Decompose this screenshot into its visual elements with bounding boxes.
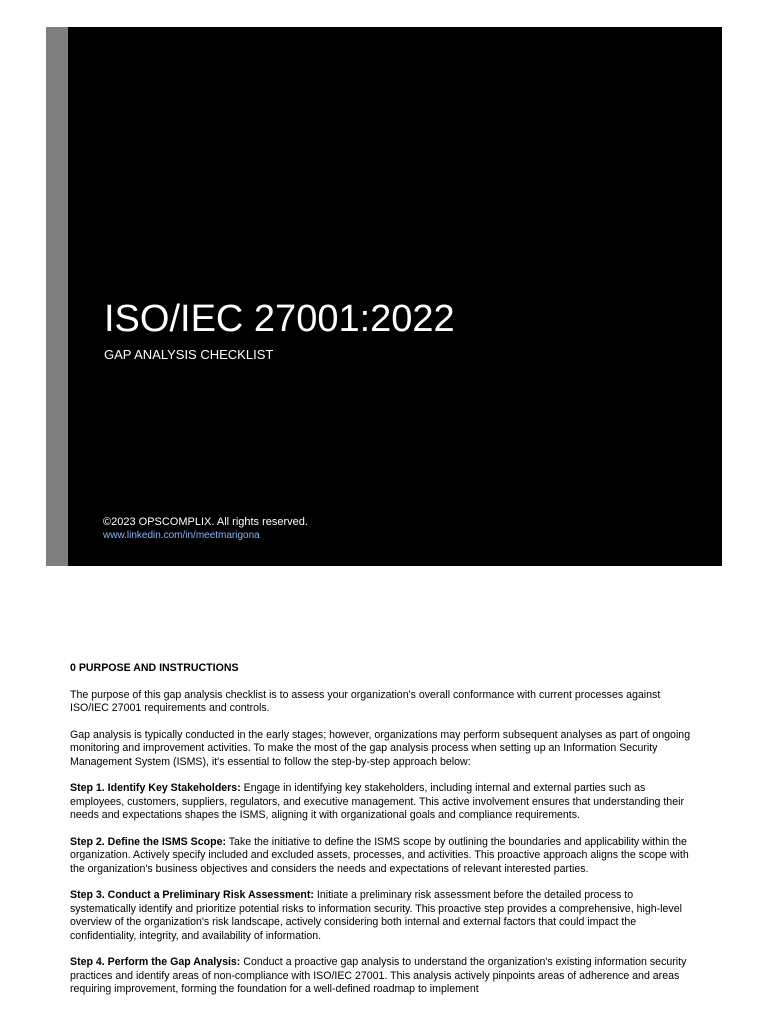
gap-analysis-paragraph: Gap analysis is typically conducted in the early stages; however, organizations may perform subsequent analyses as part of ongoing monitoring and improvement activities. To make the most of the gap analysis process when setting up an Information Security Management System (ISMS), it's essential to follow the step-by-step approach below: [70, 728, 691, 768]
step-2-text: Take the initiative to define the ISMS scope by outlining the boundaries and applicability within the organization. Actively specify included and excluded assets, processes, and activities. This proactive approach aligns the scope with the organization's business objectives and considers the needs and expectations of relevant interested parties. [70, 835, 689, 875]
step-1-text: Engage in identifying key stakeholders, including internal and external parties such as employees, customers, suppliers, regulators, and executive management. This active involvement ensures that understanding their needs and expectations shapes the ISMS, aligning it with organizational goals and compliance requirements. [70, 782, 684, 821]
cover-subtitle: GAP ANALYSIS CHECKLIST [104, 347, 274, 362]
step-3-label: Step 3. Conduct a Preliminary Risk Assessment: [70, 889, 314, 901]
step-4-paragraph [70, 956, 700, 997]
step-1-paragraph [70, 782, 700, 823]
step-1-label: Step 1. Identify Key Stakeholders: [70, 782, 241, 794]
purpose-section [70, 662, 700, 1010]
step-3-text: Initiate a preliminary risk assessment before the detailed process to systematically identify and prioritize potential risks to information security. This proactive step provides a comprehensive, high-level overview of the organization's risk landscape, actively considering both internal and external factors that could impact the confidentiality, integrity, and availability of information. [70, 889, 682, 942]
step-2-paragraph [70, 836, 700, 877]
cover-title: ISO/IEC 27001:2022 [104, 298, 455, 340]
section-heading: 0 PURPOSE AND INSTRUCTIONS [70, 662, 239, 674]
step-4-text: Conduct a proactive gap analysis to understand the organization's existing information security practices and identify areas of non-compliance with ISO/IEC 27001. This analysis actively pinpoints areas of adherence and areas requiring improvement, forming the foundation for a well-defined roadmap to implement [70, 956, 687, 995]
cover-copyright: ©2023 OPSCOMPLIX. All rights reserved. [103, 516, 308, 528]
intro-paragraph: The purpose of this gap analysis checklist is to assess your organization's overall conformance with current processes against ISO/IEC 27001 requirements and controls. [70, 688, 661, 714]
cover-block [46, 27, 722, 566]
step-3-paragraph [70, 889, 700, 943]
step-4-label: Step 4. Perform the Gap Analysis: [70, 956, 241, 968]
cover-accent-strip [46, 27, 68, 566]
linkedin-link[interactable]: www.linkedin.com/in/meetmarigona [103, 530, 260, 541]
step-2-label: Step 2. Define the ISMS Scope: [70, 835, 226, 848]
